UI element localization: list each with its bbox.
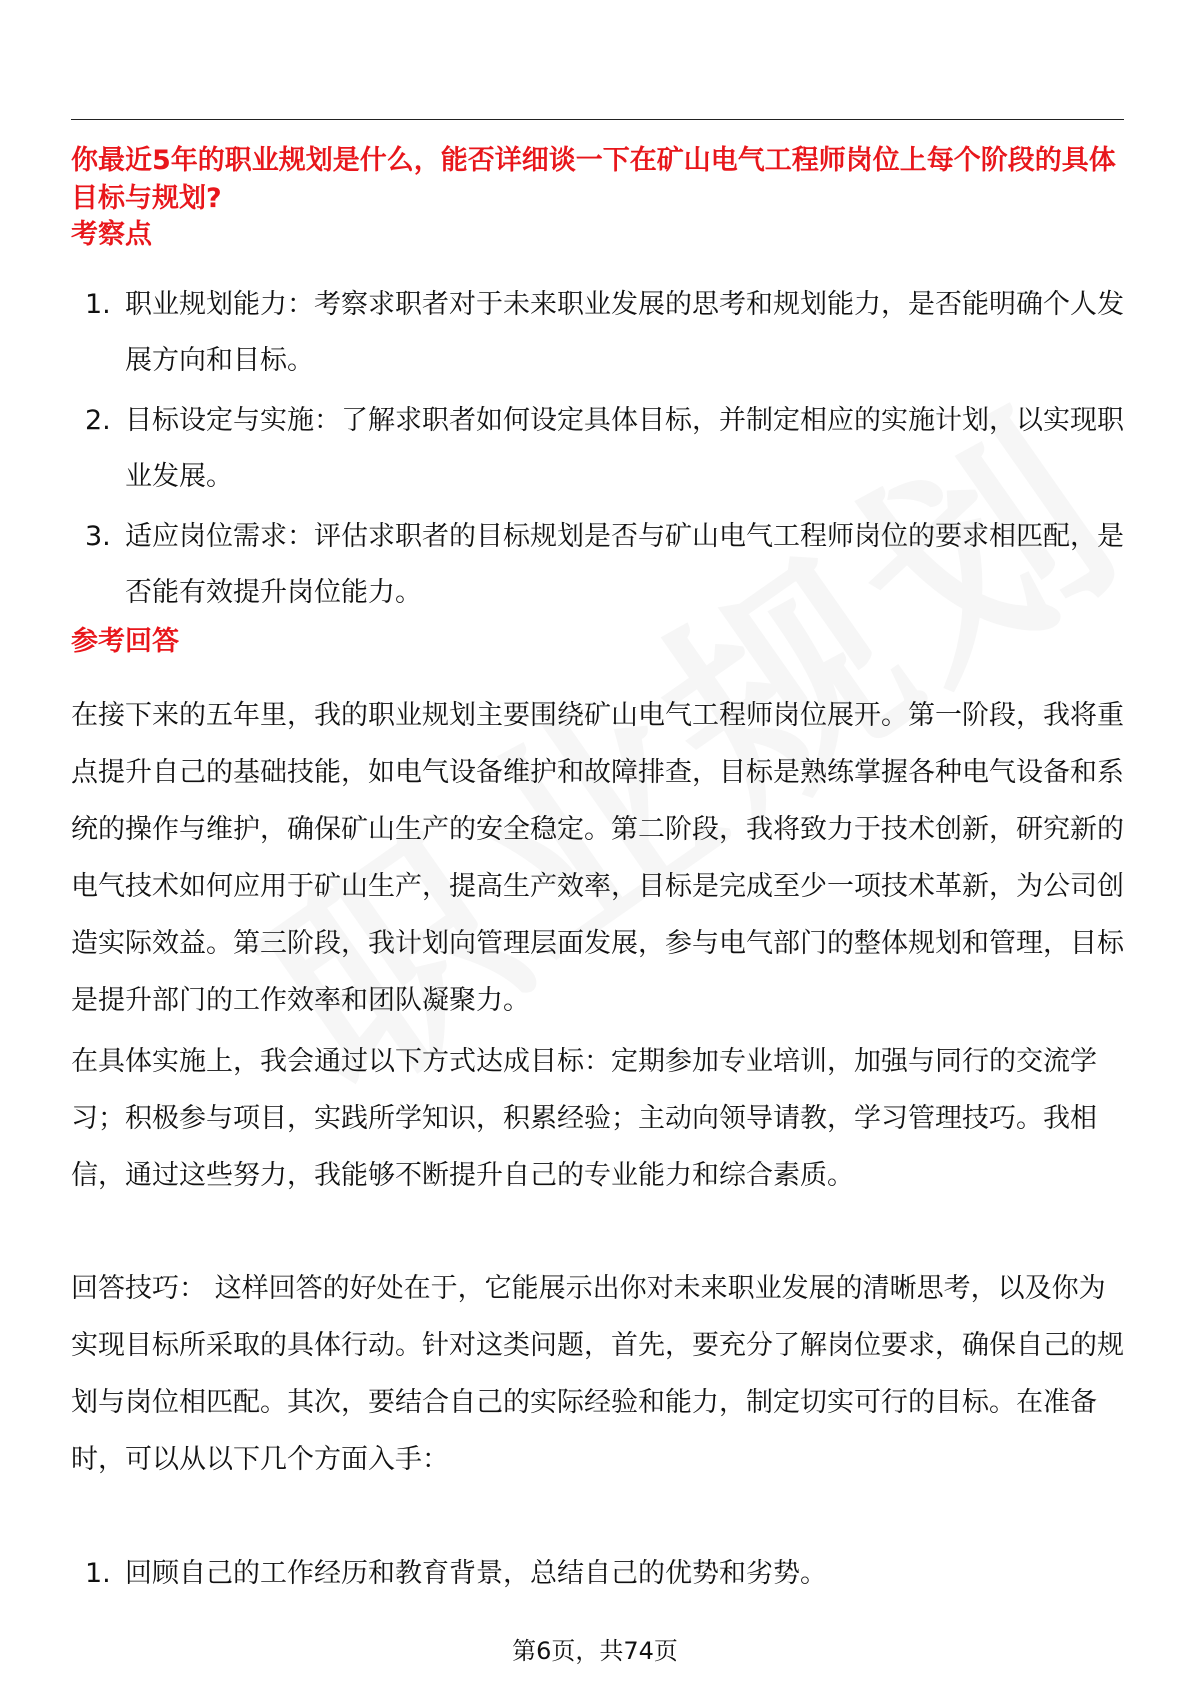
tips-item: [71, 1546, 1131, 1602]
answer-tips-paragraph: 回答技巧： 这样回答的好处在于，它能展示出你对未来职业发展的清晰思考，以及你为实现目标所采取的具体行动。针对这类问题，首先，要充分了解岗位要求，确保自己的规划与岗位相匹配。其次，要结合自己的实际经验和能力，制定切实可行的目标。在准备时，可以从以下几个方面入手：: [71, 1273, 1124, 1475]
answer-heading: 参考回答: [71, 626, 179, 657]
assessment-item: [71, 509, 1131, 621]
list-text: 回顾自己的工作经历和教育背景，总结自己的优势和劣势。: [125, 1558, 827, 1589]
question-title: 你最近5年的职业规划是什么，能否详细谈一下在矿山电气工程师岗位上每个阶段的具体目标与规划?: [71, 145, 1116, 214]
list-number: 1.: [85, 1558, 111, 1589]
assessment-heading: 考察点: [71, 219, 152, 250]
list-number: 1.: [85, 289, 111, 320]
list-text: 职业规划能力：考察求职者对于未来职业发展的思考和规划能力，是否能明确个人发展方向和目标。: [125, 289, 1124, 376]
list-number: 2.: [85, 405, 111, 436]
list-text: 适应岗位需求：评估求职者的目标规划是否与矿山电气工程师岗位的要求相匹配，是否能有效提升岗位能力。: [125, 521, 1124, 608]
assessment-list: [71, 277, 1131, 625]
list-number: 3.: [85, 521, 111, 552]
answer-paragraph: 在具体实施上，我会通过以下方式达成目标：定期参加专业培训，加强与同行的交流学习；积极参与项目，实践所学知识，积累经验；主动向领导请教，学习管理技巧。我相信，通过这些努力，我能够不断提升自己的专业能力和综合素质。: [71, 1046, 1097, 1191]
tips-list: [71, 1546, 1131, 1606]
page-footer: 第6页，共74页: [512, 1637, 678, 1665]
top-divider: [71, 119, 1124, 120]
list-text: 目标设定与实施：了解求职者如何设定具体目标，并制定相应的实施计划，以实现职业发展。: [125, 405, 1124, 492]
assessment-item: [71, 277, 1131, 389]
assessment-item: [71, 393, 1131, 505]
answer-paragraph: 在接下来的五年里，我的职业规划主要围绕矿山电气工程师岗位展开。第一阶段，我将重点提升自己的基础技能，如电气设备维护和故障排查，目标是熟练掌握各种电气设备和系统的操作与维护，确保矿山生产的安全稳定。第二阶段，我将致力于技术创新，研究新的电气技术如何应用于矿山生产，提高生产效率，目标是完成至少一项技术革新，为公司创造实际效益。第三阶段，我计划向管理层面发展，参与电气部门的整体规划和管理，目标是提升部门的工作效率和团队凝聚力。: [71, 700, 1124, 1016]
